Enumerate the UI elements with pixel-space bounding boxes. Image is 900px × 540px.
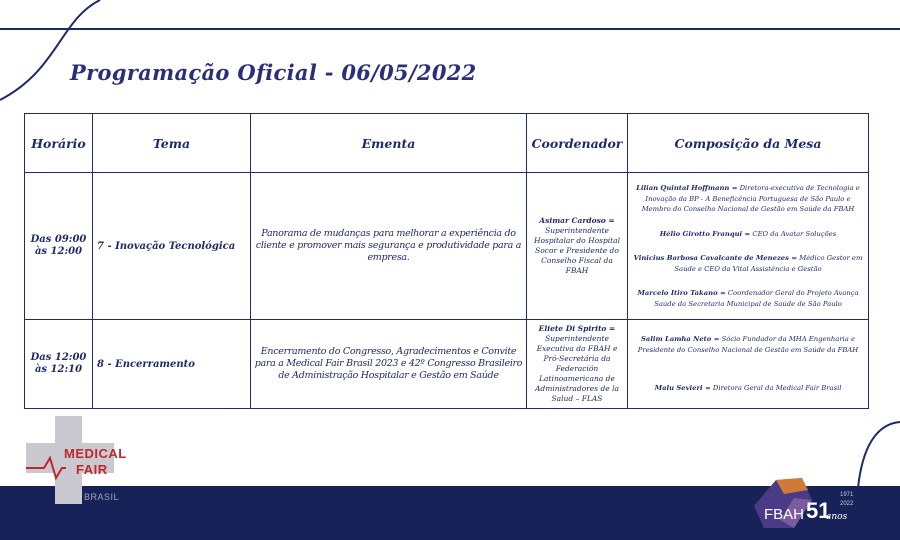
cell-coordenador bbox=[527, 320, 628, 409]
time-start: Das 12:00 bbox=[30, 352, 87, 363]
coordinator-role: Superintendente Executiva da FBAH e Pró-Secretária da Federación Latinoamericana de Administradores de la Salud – FLAS bbox=[535, 334, 619, 403]
header-tema: Tema bbox=[93, 114, 251, 173]
coordinator-name: Eliete Di Spirito = bbox=[538, 324, 616, 333]
cell-tema: 8 - Encerramento bbox=[93, 320, 251, 409]
header-horario: Horário bbox=[25, 114, 93, 173]
header-coordenador: Coordenador bbox=[527, 114, 628, 173]
panelist-role: CEO da Avatar Soluções bbox=[752, 229, 837, 238]
top-left-arc-decoration bbox=[0, 0, 110, 110]
medical-fair-line3: BRASIL bbox=[84, 492, 120, 502]
cell-coordenador bbox=[527, 173, 628, 320]
medical-fair-line2: FAIR bbox=[76, 462, 108, 477]
panelist-name: Lilian Quintal Hoffmann = bbox=[636, 184, 738, 192]
header-ementa: Ementa bbox=[251, 114, 527, 173]
panelist-name: Vinicius Barbosa Cavalcante de Menezes = bbox=[633, 254, 798, 262]
fbah-anniversary-number: 51 bbox=[806, 498, 831, 523]
panelist-role: Coordenador Geral do Projeto Avança Saúde da Secretaria Municipal de Saúde de São Paulo bbox=[654, 289, 859, 308]
fbah-years-label: anos bbox=[826, 512, 848, 522]
table-row bbox=[25, 173, 869, 320]
time-end: às 12:00 bbox=[34, 246, 83, 257]
medical-fair-line1: MEDICAL bbox=[64, 446, 127, 461]
cell-horario bbox=[25, 320, 93, 409]
panelist bbox=[631, 229, 865, 240]
cell-ementa: Encerramento do Congresso, Agradecimentos e Convite para a Medical Fair Brasil 2023 e 42º Congresso Brasileiro de Administração Hospitalar e Gestão em Saúde bbox=[251, 320, 527, 409]
panelist bbox=[631, 183, 865, 215]
schedule-table bbox=[24, 113, 869, 409]
panelist-role: Diretora-executiva de Tecnologia e Inovação da BP - A Beneficência Portuguesa de São Paulo e Membro do Conselho Nacional de Gestão em Saúde da FBAH bbox=[641, 184, 860, 213]
panelist-name: Salim Lamha Neto = bbox=[641, 335, 720, 344]
cell-mesa bbox=[628, 320, 869, 409]
fbah-year-start: 1971 bbox=[840, 492, 854, 498]
cell-ementa: Panorama de mudanças para melhorar a experiência do cliente e promover mais segurança e produtividade para a empresa. bbox=[251, 173, 527, 320]
panelist bbox=[631, 253, 865, 274]
panelist-role: Diretora Geral da Medical Fair Brasil bbox=[712, 384, 842, 393]
cell-mesa bbox=[628, 173, 869, 320]
cell-horario bbox=[25, 173, 93, 320]
table-header-row bbox=[25, 114, 869, 173]
top-divider-line bbox=[0, 28, 900, 30]
page-title: Programação Oficial - 06/05/2022 bbox=[70, 60, 477, 85]
fbah-year-end: 2022 bbox=[840, 501, 854, 507]
coordinator-role: Superintendente Hospitalar do Hospital Socor e Presidente do Conselho Fiscal da FBAH bbox=[533, 226, 621, 275]
header-composicao: Composição da Mesa bbox=[628, 114, 869, 173]
cell-tema: 7 - Inovação Tecnológica bbox=[93, 173, 251, 320]
panelist-name: Marcelo Itiro Takano = bbox=[637, 289, 726, 297]
panelist bbox=[631, 334, 865, 355]
panelist-role: Médico Gestor em Saúde e CEO da Vital Assistência e Gestão bbox=[674, 254, 863, 273]
panelist-role: Sócio Fundador da MHA Engenharia e Presidente do Conselho Nacional de Gestão em Saúde da FBAH bbox=[637, 335, 859, 354]
panelist bbox=[631, 383, 865, 394]
coordinator-name: Asimar Cardoso = bbox=[539, 216, 615, 225]
time-start: Das 09:00 bbox=[30, 234, 87, 245]
panelist-name: Malu Sevieri = bbox=[654, 384, 711, 393]
time-end: às 12:10 bbox=[34, 364, 83, 375]
panelist bbox=[631, 288, 865, 309]
table-row bbox=[25, 320, 869, 409]
fbah-name: FBAH bbox=[764, 506, 805, 523]
panelist-name: Hélio Girotto Franqui = bbox=[659, 229, 751, 238]
